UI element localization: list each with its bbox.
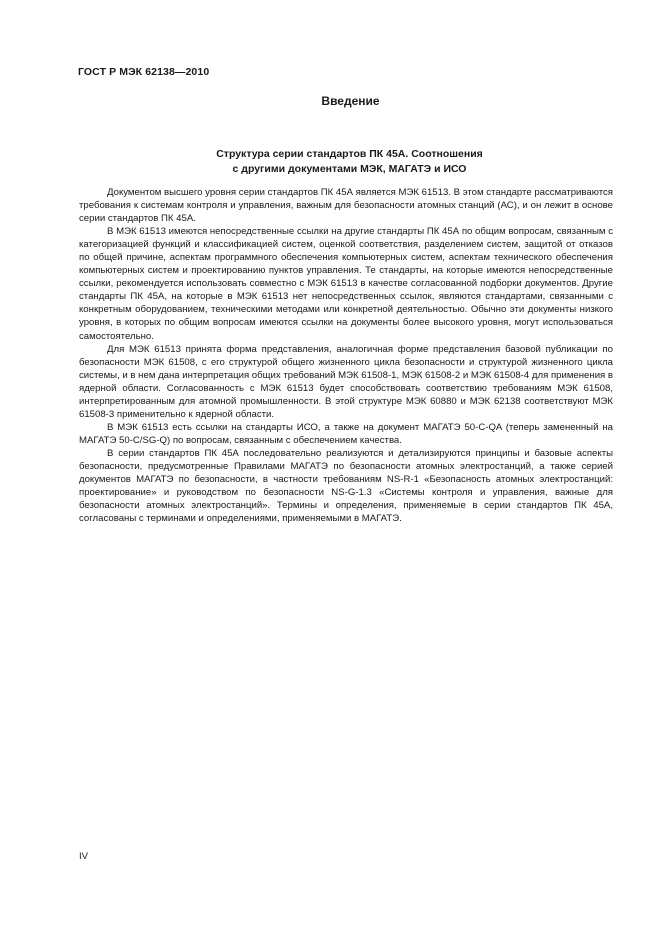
paragraph-5: В серии стандартов ПК 45А последовательно реализуются и детализируются принципы и базовые аспекты безопасности, предусмотренные Правилами МАГАТЭ по безопасности атомных электростанций, а также серией документов МАГАТЭ по безопасности, в частности требованиям NS-R-1 «Безопасность атомных электростанций: проектирование» и руководством по безопасности NS-G-1.3 «Системы контроля и управления, важные для безопасности атомных электростанций». Термины и определения, применяемые в серии стандартов ПК 45А, согласованы с терминами и определениями, применяемыми в МАГАТЭ. bbox=[79, 447, 613, 525]
subsection-title bbox=[0, 147, 661, 177]
section-title: Введение bbox=[321, 94, 380, 108]
body-text bbox=[79, 186, 613, 525]
document-code-header: ГОСТ Р МЭК 62138—2010 bbox=[78, 66, 210, 78]
paragraph-3: Для МЭК 61513 принята форма представления, аналогичная форме представления базовой публикации по безопасности МЭК 61508, с его структурой общего жизненного цикла безопасности и структурой жизненного цикла системы, и в нем дана интерпретация общих требований МЭК 61508-1, МЭК 61508-2 и МЭК 61508-4 для применения в ядерной области. Согласованность с МЭК 61513 будет способствовать соответствию требованиям МЭК 61508, интерпретированным для атомной промышленности. В этой структуре МЭК 60880 и МЭК 62138 соответствуют МЭК 61508-3 применительно к ядерной области. bbox=[79, 343, 614, 420]
paragraph-2: В МЭК 61513 имеются непосредственные ссылки на другие стандарты ПК 45А по общим вопросам, связанным с категоризацией функций и классификацией систем, оценкой соответствия, разделением систем, защитой от отказов по общей причине, аспектам программного обеспечения компьютерных систем, аспектам технического обеспечения компьютерных систем и проектированию пунктов управления. Те стандарты, на которые имеются непосредственные ссылки, рекомендуется использовать совместно с МЭК 61513 в качестве согласованной подборки документов. Другие стандарты ПК 45А, на которые в МЭК 61513 нет непосредственных ссылок, являются стандартами, связанными с конкретным оборудованием, техническими методами или конкретной деятельностью. Обычно эти документы низкого уровня, в которых по общим вопросам имеются ссылки на документы более высокого уровня, могут использоваться самостоятельно. bbox=[79, 226, 613, 342]
paragraph-4: В МЭК 61513 есть ссылки на стандарты ИСО, а также на документ МАГАТЭ 50-C-QA (теперь замененный на МАГАТЭ 50-C/SG-Q) по вопросам, связанным с обеспечением качества. bbox=[79, 421, 613, 446]
subsection-title-line-1: Структура серии стандартов ПК 45А. Соотношения bbox=[216, 148, 483, 160]
paragraph-1: Документом высшего уровня серии стандартов ПК 45А является МЭК 61513. В этом стандарте рассматриваются требования к системам контроля и управления, важным для безопасности атомных станций (АС), и он лежит в основе серии стандартов ПК 45А. bbox=[79, 187, 613, 225]
subsection-title-line-2: с другими документами МЭК, МАГАТЭ и ИСО bbox=[232, 163, 467, 175]
page-number: IV bbox=[79, 851, 89, 862]
